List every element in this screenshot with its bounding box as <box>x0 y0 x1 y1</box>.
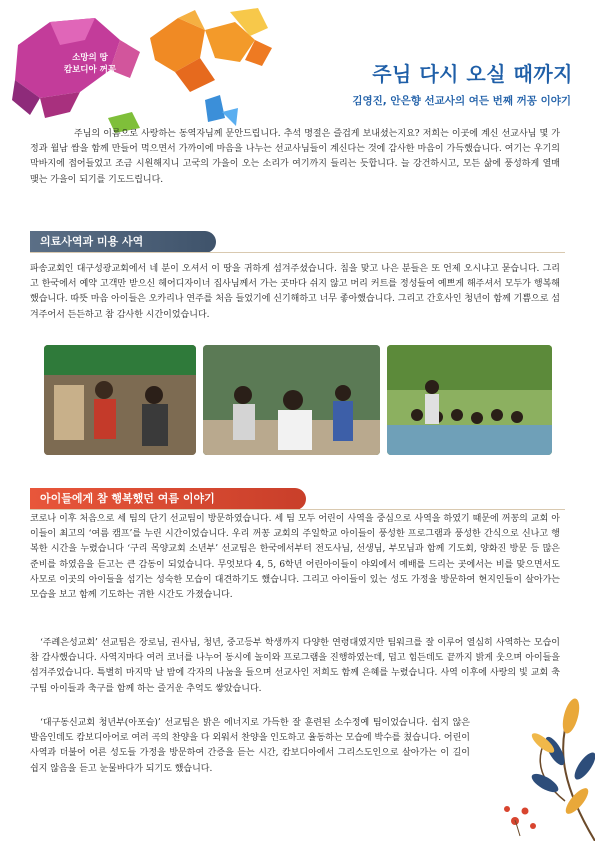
page-title: 주님 다시 오실 때까지 <box>372 62 573 86</box>
page-subtitle: 김영진, 안은향 선교사의 여든 번째 꺼꽁 이야기 <box>352 95 571 107</box>
section-heading-medical: 의료사역과 미용 사역 <box>30 231 216 253</box>
section2-text2: ‘주례은성교회’ 선교팀은 장로님, 권사님, 청년, 중고등부 학생까지 다양한 연령대였지만 팀워크를 잘 이루어 열심히 사역하는 모습이 참 감사했습니다. 사역지마다 여러 코너를 나누어 동시에 놀이와 프로그램을 진행하였는데, 덥고 힘든데도 끝까지 밝게 웃으며 아이들을 섬겨주었습니다. 특별히 마지막 날 밤에 각자의 나눔을 들으며 선교사인 저희도 함께 은혜를 누렸습니다. 사역 이후에 사랑의 빛 교회 축구팀 아이들과 축구를 함께 하는 즐거운 추억도 쌓았습니다. <box>30 638 560 694</box>
leaf-decoration <box>445 671 595 841</box>
haircut-ministry-photo <box>203 345 380 455</box>
intro-paragraph <box>30 127 560 188</box>
section2-paragraph-3 <box>30 716 470 777</box>
section2-text3: ‘대구동신교회 청년부(아포슬)’ 선교팀은 밝은 에너지로 가득한 잘 훈련된 소수정예 팀이었습니다. 쉽지 않은 발음인데도 캄보디아어로 여러 곡의 찬양을 다 외워서 찬양을 인도하고 율동하는 모습에 박수를 쳤습니다. 어린이 사역과 더불어 어른 성도들 가정을 방문하여 간증을 듣는 시간, 캄보디아에서 그리스도인으로 살아가는 이 길이 쉽지 않음을 듣고 눈물바다가 되기도 했습니다. <box>30 718 470 774</box>
banner-tag-line1: 소망의 땅 <box>72 53 108 63</box>
banner-tag <box>50 52 130 76</box>
section-heading-summer: 아이들에게 참 행복했던 여름 이야기 <box>30 488 306 510</box>
intro-text: 주님의 이름으로 사랑하는 동역자님께 문안드립니다. 추석 명절은 즐겁게 보내셨는지요? 저희는 이곳에 계신 선교사님 몇 가정과 월남 쌈을 함께 만들어 먹으면서 가까이에 마음을 나누는 선교사님들이 계신다는 것에 감사한 마음이 가득했습니다. 여기는 우기의 막바지에 접어들었고 조금 시원해지니 고국의 가을이 오는 소리가 여기까지 들리는 듯합니다. 늘 강건하시고, 모든 삶에 풍성하게 열매 맺는 가을이 되기를 기도드립니다. <box>30 129 560 185</box>
section2-paragraph-1: 코로나 이후 처음으로 세 팀의 단기 선교팀이 방문하였습니다. 세 팀 모두 어린이 사역을 중심으로 사역을 하였기 때문에 꺼꽁의 교회 아이들이 최고의 ‘여름 캠프’를 누린 시간이었습니다. 우리 꺼꽁 교회의 주일학교 아이들이 풍성한 프로그램과 풍성한 간식으로 신나고 행복한 시간을 누렸습니다 ‘구리 목양교회 소년부’ 선교팀은 한국에서부터 전도사님, 선생님, 부모님과 함께 기도회, 양화진 방문 등 많은 준비를 하였음을 듣고는 큰 감동이 되었습니다. 무엇보다 4, 5, 6학년 어린아이들이 야외에서 예배를 드리는 곳에서는 비를 맞으면서도 사모로 이곳의 아이들을 섬기는 성숙한 모습이 대견하기도 했습니다. 그리고 아이들이 있는 성도 가정을 방문하여 현지인들이 살아가는 모습을 보고 함께 기도하는 귀한 시간도 가졌습니다. <box>30 514 560 601</box>
section-divider <box>30 252 565 253</box>
outdoor-gathering-photo <box>387 345 552 455</box>
section1-paragraph: 파송교회인 대구성광교회에서 네 분이 오셔서 이 땅을 귀하게 섬겨주셨습니다. 침을 맞고 나은 분들은 또 언제 오시냐고 묻습니다. 그리고 한국에서 예약 고객만 받으신 헤어디자이너 집사님께서 가는 곳마다 쉬지 않고 머리 커트를 정성들여 예쁘게 해주셔서 모두가 행복해했습니다. 따뜻 마음 아이들은 오카리나 연주를 처음 들었기에 신기해하고 너무 좋아했습니다. 그리고 간호사인 청년이 함께 기쁨으로 섬겨주어서 든든하고 참 감사한 시간이었습니다. <box>30 264 560 320</box>
banner-tag-line2: 캄보디아 꺼꽁 <box>63 65 117 75</box>
section-divider <box>30 509 565 510</box>
medical-ministry-photo <box>44 345 196 455</box>
world-map-graphic <box>0 0 300 135</box>
